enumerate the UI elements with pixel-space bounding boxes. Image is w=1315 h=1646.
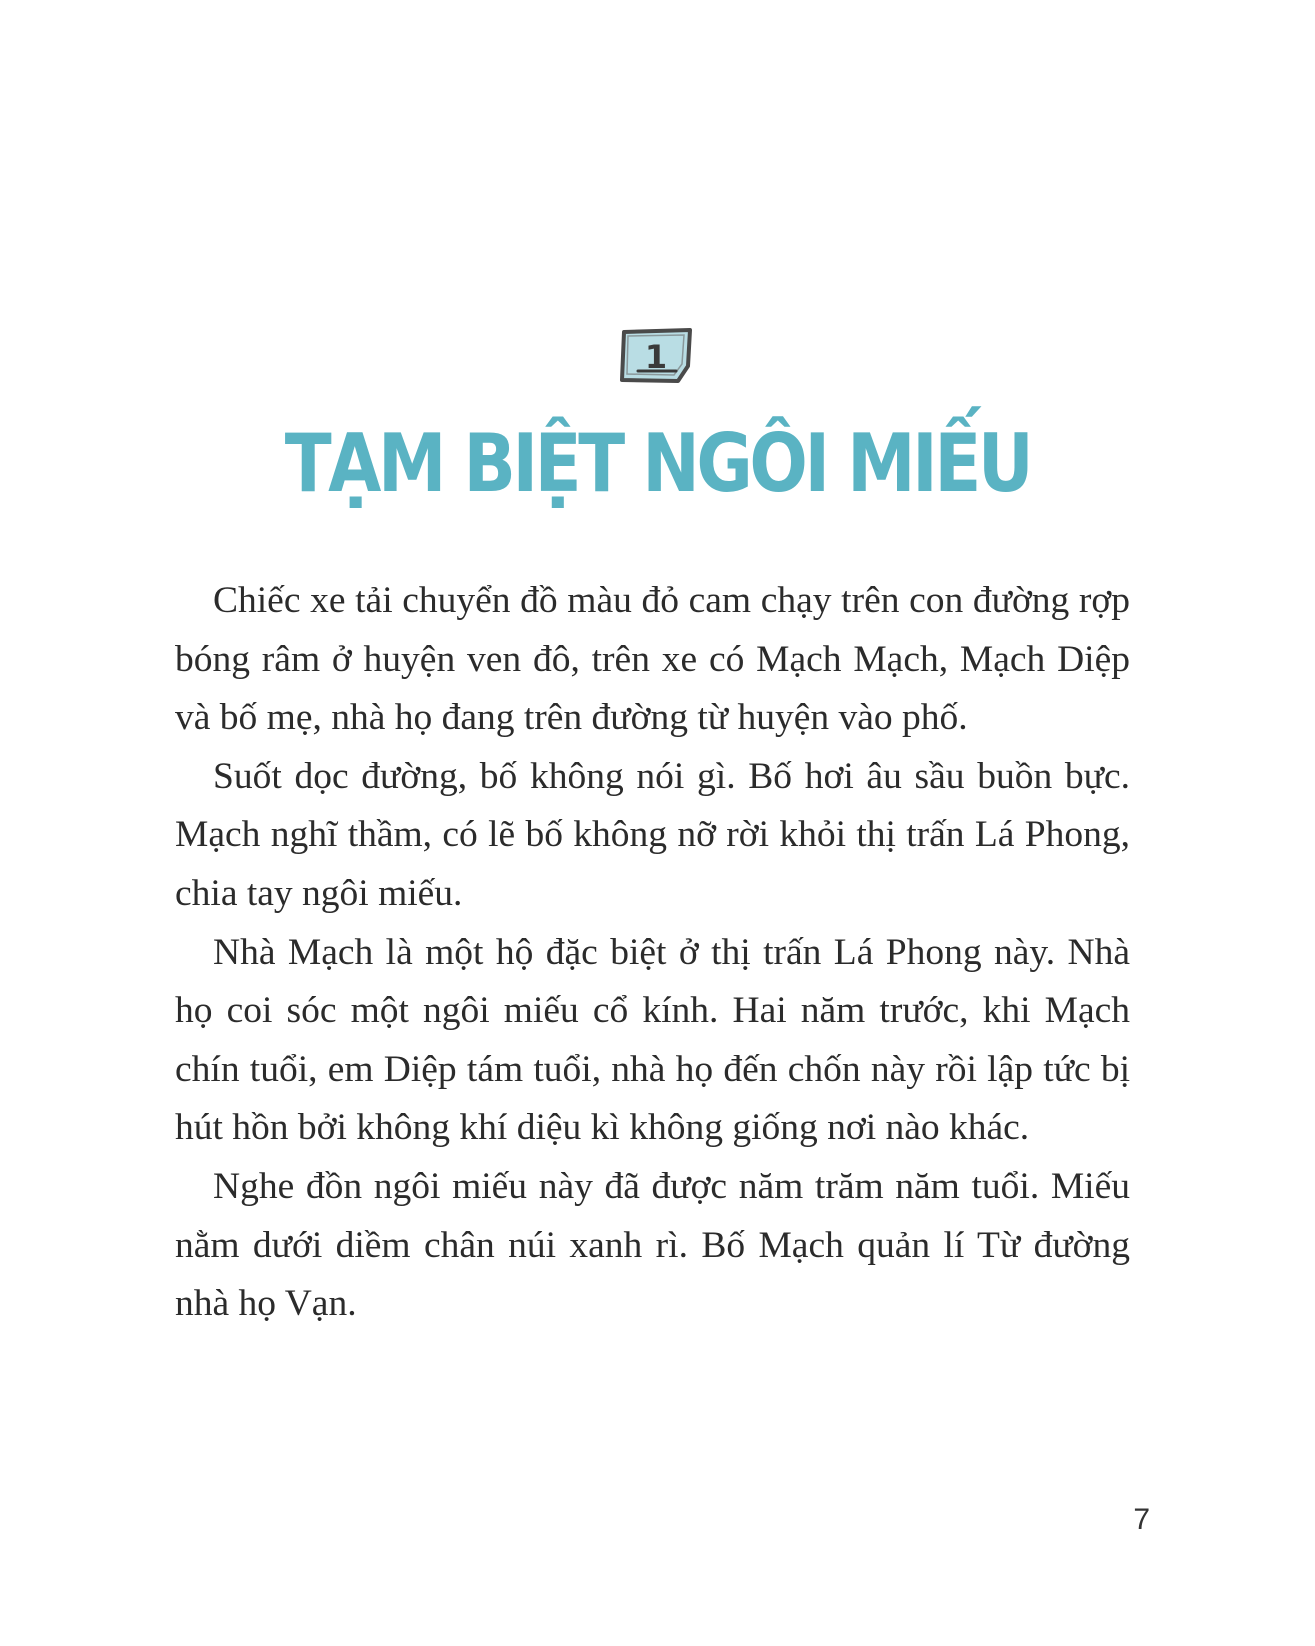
paragraph-1: Chiếc xe tải chuyển đồ màu đỏ cam chạy trên con đường rợp bóng râm ở huyện ven đô, trên xe có Mạch Mạch, Mạch Diệp và bố mẹ, nhà họ đang trên đường từ huyện vào phố. [175, 580, 1130, 739]
paragraph-3: Nhà Mạch là một hộ đặc biệt ở thị trấn Lá Phong này. Nhà họ coi sóc một ngôi miếu cổ kính. Hai năm trước, khi Mạch chín tuổi, em Diệp tám tuổi, nhà họ đến chốn này rồi lập tức bị hút hồn bởi không khí diệu kì không giống nơi nào khác. [175, 931, 1130, 1149]
chapter-body [175, 572, 1130, 1334]
chapter-number-badge [618, 326, 694, 384]
chapter-title: TẠM BIỆT NGÔI MIẾU [284, 417, 1031, 510]
paragraph-2: Suốt dọc đường, bố không nói gì. Bố hơi âu sầu buồn bực. Mạch nghĩ thầm, có lẽ bố không nỡ rời khỏi thị trấn Lá Phong, chia tay ngôi miếu. [175, 755, 1130, 914]
chapter-number-badge-icon [618, 326, 694, 384]
paragraph-4: Nghe đồn ngôi miếu này đã được năm trăm năm tuổi. Miếu nằm dưới diềm chân núi xanh rì. Bố Mạch quản lí Từ đường nhà họ Vạn. [175, 1165, 1130, 1325]
chapter-number: 1 [644, 338, 668, 376]
page-number: 7 [1133, 1503, 1150, 1536]
